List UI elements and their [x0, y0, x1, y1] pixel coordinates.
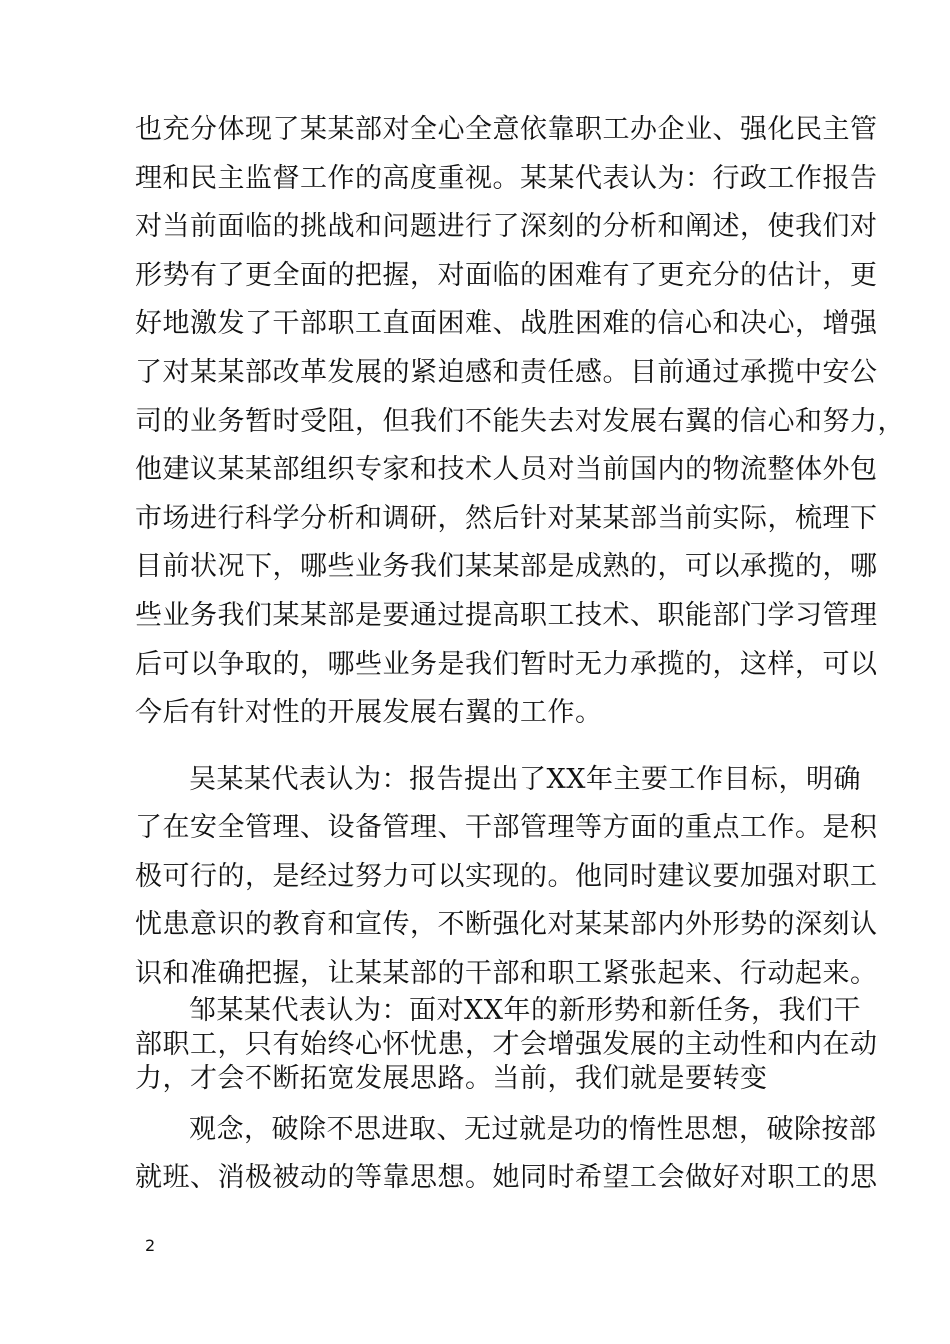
text-line: 观念，破除不思进取、无过就是功的惰性思想，破除按部	[189, 1114, 877, 1145]
text-line: 了对某某部改革发展的紧迫感和责任感。目前通过承揽中安公	[135, 356, 878, 388]
text-line: 力，才会不断拓宽发展思路。当前，我们就是要转变	[135, 1063, 768, 1094]
text-line: 吴某某代表认为：报告提出了XX年主要工作目标，明确	[189, 764, 861, 795]
page-number: 2	[145, 1236, 156, 1255]
paragraph-2	[135, 756, 878, 998]
text-line: 极可行的，是经过努力可以实现的。他同时建议要加强对职工	[135, 860, 878, 892]
text-line: 形势有了更全面的把握，对面临的困难有了更充分的估计，更	[135, 259, 878, 291]
text-line: 市场进行科学分析和调研，然后针对某某部当前实际，梳理下	[135, 502, 878, 534]
text-line: 目前状况下，哪些业务我们某某部是成熟的，可以承揽的，哪	[135, 551, 878, 583]
text-line: 理和民主监督工作的高度重视。某某代表认为：行政工作报告	[135, 162, 878, 194]
text-line: 部职工，只有始终心怀忧患，才会增强发展的主动性和内在动	[135, 1029, 878, 1060]
text-line: 些业务我们某某部是要通过提高职工技术、职能部门学习管理	[135, 599, 878, 631]
text-line: 他建议某某部组织专家和技术人员对当前国内的物流整体外包	[135, 454, 878, 486]
text-line: 今后有针对性的开展发展右翼的工作。	[135, 697, 603, 729]
text-line: 后可以争取的，哪些业务是我们暂时无力承揽的，这样，可以	[135, 648, 878, 680]
text-line: 司的业务暂时受阻，但我们不能失去对发展右翼的信心和努力，	[135, 405, 905, 437]
text-line: 好地激发了干部职工直面困难、战胜困难的信心和决心，增强	[135, 308, 878, 340]
text-line: 就班、消极被动的等靠思想。她同时希望工会做好对职工的思	[135, 1162, 878, 1193]
text-line: 忧患意识的教育和宣传，不断强化对某某部内外形势的深刻认	[135, 909, 878, 941]
paragraph-1	[135, 106, 905, 738]
text-line: 也充分体现了某某部对全心全意依靠职工办企业、强化民主管	[135, 114, 878, 145]
text-line: 对当前面临的挑战和问题进行了深刻的分析和阐述，使我们对	[135, 211, 878, 243]
paragraph-4	[135, 1106, 878, 1202]
text-line: 邹某某代表认为：面对XX年的新形势和新任务，我们干	[189, 995, 861, 1026]
paragraph-3	[135, 994, 878, 1096]
text-line: 识和准确把握，让某某部的干部和职工紧张起来、行动起来。	[135, 957, 878, 989]
text-line: 了在安全管理、设备管理、干部管理等方面的重点工作。是积	[135, 812, 878, 844]
